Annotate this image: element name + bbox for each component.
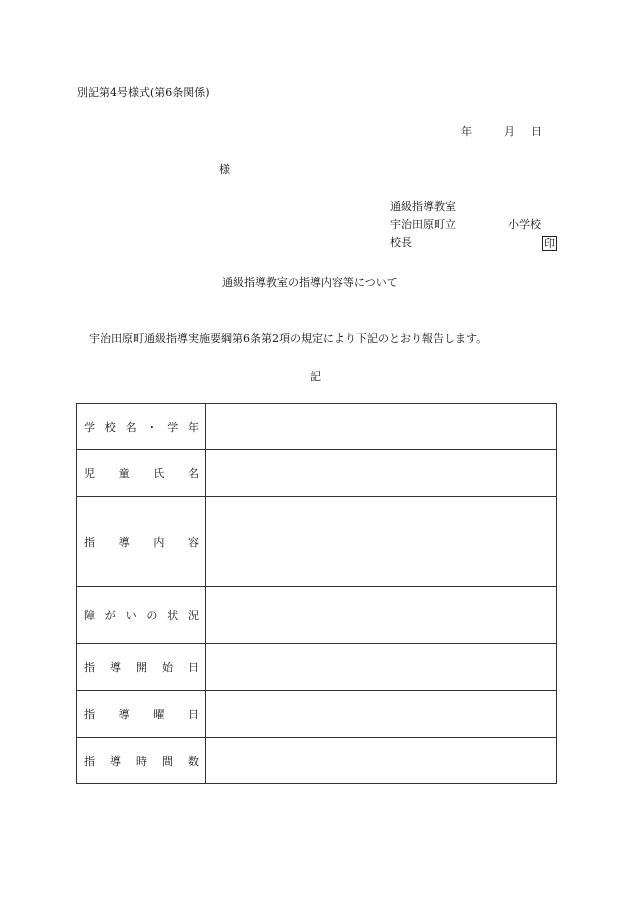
report-table: [76, 403, 557, 784]
sender-line2: 宇治田原町立: [390, 218, 456, 231]
date-year: 年: [461, 125, 472, 138]
row-label-text: [77, 534, 205, 550]
label-char: 氏: [153, 467, 165, 480]
label-char: 校: [104, 420, 116, 434]
label-char: が: [104, 609, 116, 622]
label-char: ・: [146, 420, 158, 434]
label-char: 内: [153, 535, 165, 549]
seal-mark: 印: [544, 236, 555, 250]
row-label-text: [77, 659, 205, 675]
date-line: [461, 123, 542, 139]
table-row: [77, 450, 557, 497]
label-char: 年: [187, 420, 199, 434]
row-label-text: [77, 607, 205, 623]
label-char: 児: [84, 467, 95, 480]
label-char: 導: [118, 535, 130, 549]
label-char: 時: [136, 754, 147, 768]
label-char: 名: [187, 467, 199, 480]
table-row: [77, 587, 557, 644]
addressee-suffix: 様: [219, 163, 230, 176]
label-char: 指: [84, 708, 95, 721]
table-row: [77, 644, 557, 691]
date-month: 月: [504, 125, 515, 138]
row-value[interactable]: [206, 691, 557, 738]
label-char: 名: [125, 420, 137, 434]
label-char: 学: [167, 420, 179, 434]
row-label: [77, 587, 206, 644]
label-char: 曜: [153, 708, 165, 721]
row-label-text: [77, 753, 205, 769]
sender-line2-row: [390, 216, 541, 234]
label-char: 指: [84, 754, 95, 768]
school-suffix: 小学校: [508, 218, 541, 231]
label-char: 始: [162, 661, 173, 674]
label-char: 数: [188, 754, 199, 768]
sender-block: [390, 198, 555, 252]
form-label: 別記第4号様式(第6条関係): [77, 86, 210, 99]
principal-label: 校長: [390, 236, 412, 249]
body-text: 宇治田原町通級指導実施要綱第6条第2項の規定により下記のとおり報告します。: [89, 332, 488, 345]
label-char: 指: [84, 661, 95, 674]
row-value[interactable]: [206, 450, 557, 497]
row-label: [77, 404, 206, 450]
row-value[interactable]: [206, 404, 557, 450]
row-label: [77, 644, 206, 691]
document-title: 通級指導教室の指導内容等について: [222, 276, 398, 289]
row-label: [77, 738, 206, 784]
label-char: 日: [188, 661, 199, 674]
table-row: [77, 738, 557, 784]
row-label: [77, 691, 206, 738]
label-char: 学: [84, 420, 95, 434]
sender-line1: 通級指導教室: [390, 200, 456, 213]
table-row: [77, 497, 557, 587]
label-char: 障: [84, 609, 95, 622]
row-value[interactable]: [206, 738, 557, 784]
row-value[interactable]: [206, 587, 557, 644]
label-char: 指: [84, 535, 95, 549]
row-value[interactable]: [206, 644, 557, 691]
label-char: 容: [187, 535, 199, 549]
label-char: 導: [118, 708, 130, 721]
row-label-text: [77, 419, 205, 435]
label-char: 導: [110, 754, 121, 768]
row-label-text: [77, 706, 205, 722]
label-char: 導: [110, 661, 121, 674]
row-value[interactable]: [206, 497, 557, 587]
label-char: 間: [162, 754, 173, 768]
label-char: 況: [187, 609, 199, 622]
row-label-text: [77, 465, 205, 481]
label-char: 状: [167, 609, 179, 622]
date-day: 日: [531, 125, 542, 138]
table-row: [77, 691, 557, 738]
sender-line3-row: [390, 234, 555, 252]
label-char: の: [146, 609, 158, 622]
row-label: [77, 450, 206, 497]
table-row: [77, 404, 557, 450]
row-label: [77, 497, 206, 587]
label-char: 童: [118, 467, 130, 480]
ki-heading: 記: [310, 370, 321, 383]
label-char: 開: [136, 661, 147, 674]
label-char: 日: [187, 708, 199, 721]
label-char: い: [125, 609, 137, 622]
